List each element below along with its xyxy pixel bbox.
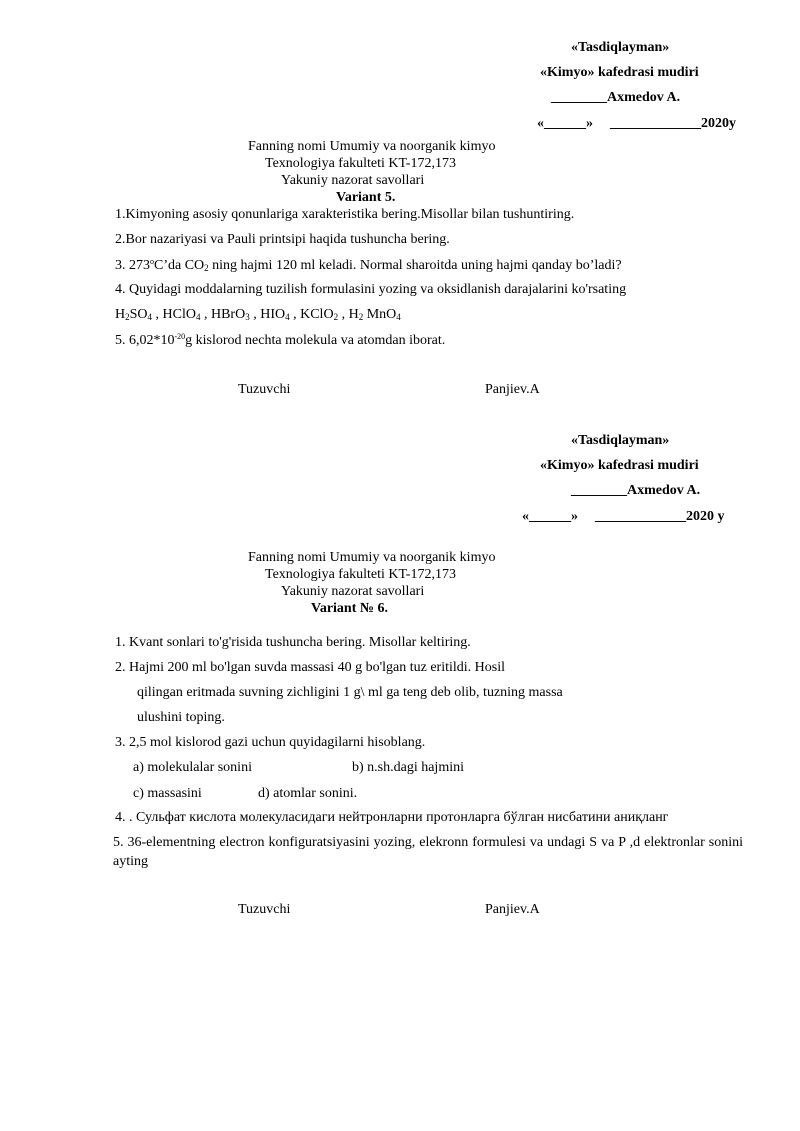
question-3-option-c: c) massasini [133,786,202,801]
exam-title: Yakuniy nazorat savollari [281,173,425,188]
question-1: 1. Kvant sonlari to'g'risida tushuncha bering. Misollar keltiring. [115,635,471,650]
approval-date-day: «______» [537,116,593,131]
chemical-formula: HClO$_4$ , [162,307,211,322]
compiler-name: Panjiev.A [485,382,540,397]
approval-head-signature: ________Axmedov A. [551,90,681,105]
compiler-name: Panjiev.A [485,902,540,917]
subject-name: Fanning nomi Umumiy va noorganik kimyo [248,139,496,154]
compiler-label: Tuzuvchi [238,902,291,917]
question-2-line-3: ulushini toping. [137,710,225,725]
question-3-option-b: b) n.sh.dagi hajmini [352,760,464,775]
question-3-option-d: d) atomlar sonini. [258,786,358,801]
approval-department: «Kimyo» kafedrasi mudiri [540,65,699,80]
chemical-formula: HBrO$_3$ , [210,307,261,322]
approval-head-signature: ________Axmedov A. [571,483,701,498]
chemical-formula: $H_2$ MnO$_4$ [348,307,401,322]
variant-title: Variant № 6. [311,601,388,616]
question-2-line-1: 2. Hajmi 200 ml bo'lgan suvda massasi 40 g bo'lgan tuz eritildi. Hosil [115,660,506,675]
faculty-groups: Texnologiya fakulteti KT-172,173 [265,156,456,171]
chemical-formula: $HIO_4$ , [260,307,301,322]
question-4: 4. Quyidagi moddalarning tuzilish formulasini yozing va oksidlanish darajalarini ko'rsating [115,282,627,297]
approval-department: «Kimyo» kafedrasi mudiri [540,458,699,473]
question-4: 4. . Сульфат кислота молекуласидаги нейтронларни протонларга бўлган нисбатини аниқланг [115,810,669,825]
question-3-option-a: a) molekulalar sonini [133,760,252,775]
approval-date-year: _____________2020 y [595,509,725,524]
question-5: 5. $6,02*10^{-20}g$ kislorod nechta molekula va atomdan iborat. [115,332,446,348]
exam-title: Yakuniy nazorat savollari [281,584,425,599]
approval-title: «Tasdiqlayman» [571,40,670,55]
question-1: 1.Kimyoning asosiy qonunlariga xarakteristika bering.Misollar bilan tushuntiring. [115,207,575,222]
question-3: 3. 2,5 mol kislorod gazi uchun quyidagilarni hisoblang. [115,735,426,750]
question-2: 2.Bor nazariyasi va Pauli printsipi haqida tushuncha bering. [115,232,450,247]
question-2-line-2: qilingan eritmada suvning zichligini 1 g\ ml ga teng deb olib, tuzning massa [137,685,563,700]
compiler-label: Tuzuvchi [238,382,291,397]
subject-name: Fanning nomi Umumiy va noorganik kimyo [248,550,496,565]
formula-list [115,307,401,323]
approval-date-day: «______» [522,509,578,524]
faculty-groups: Texnologiya fakulteti KT-172,173 [265,567,456,582]
approval-title: «Tasdiqlayman» [571,433,670,448]
chemical-formula: $H_2SO_4$ , [115,307,163,322]
question-3: 3. 273$^o$C’da $CO_2$ ning hajmi 120 ml keladi. Normal sharoitda uning hajmi qanday bo’ladi? [115,257,622,273]
chemical-formula: KClO$_2$ , [300,307,349,322]
approval-date-year: _____________2020y [610,116,736,131]
question-5: 5. 36-elementning electron konfiguratsiyasini yozing, elekronn formulesi va undagi S va P ,d elektronlar sonini ayting [113,835,743,869]
variant-title: Variant 5. [336,190,396,205]
